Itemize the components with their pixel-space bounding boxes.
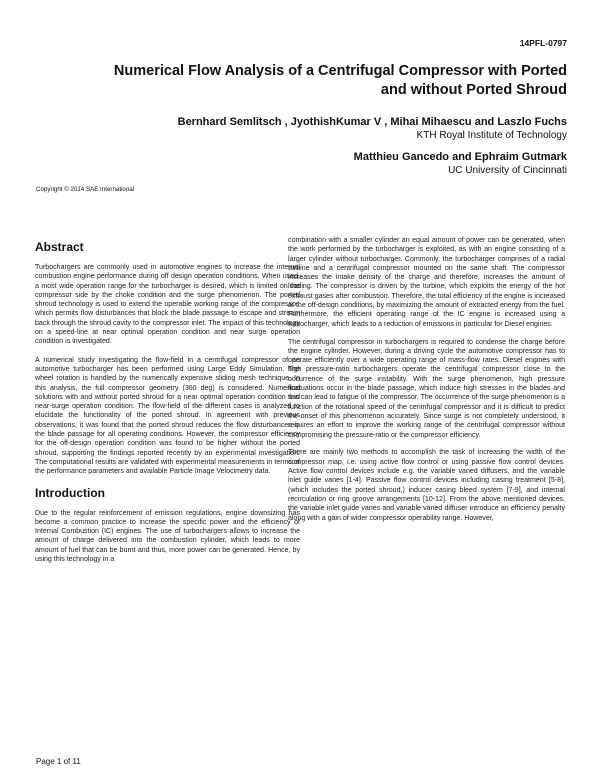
paper-title: Numerical Flow Analysis of a Centrifugal Compressor with Ported and without Ported Shroud [113, 63, 567, 98]
page-number: Page 1 of 11 [36, 757, 81, 766]
body-paragraph: The centrifugal compressor in turbochargers is required to condense the charge before the engine cylinder. However, during a driving cycle the automotive compressor has to operate efficiently over a wide operating range of mass-flow rates. Diesel engines with high pressure-ratio turbochargers operate the centrifugal compressor close to the occurrence of the surge instability. With the surge phenomenon, high pressure fluctuations occur in the blade passage, which induce high stresses in the blades and this can lead to fatigue of the compressor. The occurrence of the surge phenomenon is a function of the rotational speed of the centrifugal compressor and it is difficult to predict the onset of this phenomenon accurately. Since surge is not completely understood, it requires an effort to improve the working range of the centrifugal compressor without compromising the pressure-ratio or the compressor efficiency. [288, 338, 565, 439]
author-group-kth [67, 115, 567, 142]
introduction-heading: Introduction [35, 485, 105, 500]
abstract-paragraph: A numerical study investigating the flow-field in a centrifugal compressor of an automotive turbocharger has been performed using Large Eddy Simulation. The wheel rotation is handled by the numerically expensive sliding mesh technique. In this analysis, the full compressor geometry (360 deg) is considered. Numerical solutions with and without ported shroud for a near optimal operation condition and near-surge operation condition. The flow-field of the different cases is analyzed to elucidate the functionality of the ported shroud. In agreement with previous observations, it was found that the ported shroud reduces the flow disturbances in the blade passage for all operating conditions. However, the compressor efficiency for the off-design operation condition was found to be higher without the ported shroud, supporting the findings reported recently by an experimental investigation. The computational results are validated with experimental measurements in terms of the performance parameters and available Particle Image Velocimetry data. [35, 356, 300, 476]
author-institution: KTH Royal Institute of Technology [416, 130, 567, 141]
author-group-uc [167, 150, 567, 177]
author-names: Bernhard Semlitsch , JyothishKumar V , Mihai Mihaescu and Laszlo Fuchs [177, 116, 567, 128]
body-paragraph: There are mainly two methods to accomplish the task of increasing the width of the compressor map, i.e. using active flow control or using passive flow control devices. Active flow control devices include e.g. the variable vaned diffusers, and the variable inlet guide vanes [1-4]. Passive flow control devices including casing treatment [5-8], (which includes the ported shroud,) inducer casing bleed system [7-9], and internal recirculation or ring groove arrangements [10-12]. From the above mentioned devices, the variable inlet guide vanes and variable vaned diffuser introduce an efficiency penalty along with a gain of wider compressor operability range. However, [288, 449, 565, 522]
introduction-paragraph: Due to the regular reinforcement of emission regulations, engine downsizing has become a common practice to increase the specific power and the efficiency of Internal Combustion (IC) engines. The use of turbochargers allows to increase the amount of charge delivered into the combustion cylinder, which leads to more amount of fuel that can be burnt and thus, more power can be generated. Hence, by using this technology in a [35, 509, 300, 564]
author-institution: UC University of Cincinnati [448, 165, 567, 176]
left-column [35, 240, 300, 573]
copyright-notice: Copyright © 2014 SAE International [36, 186, 135, 193]
abstract-heading: Abstract [35, 240, 84, 254]
right-column [288, 236, 565, 531]
author-names: Matthieu Gancedo and Ephraim Gutmark [353, 151, 567, 163]
abstract-paragraph: Turbochargers are commonly used in automotive engines to increase the internal combustion engine performance during off design operation conditions. When used, a most wide operation range for the turbocharger is desired, which is limited on the compressor side by the choke condition and the surge phenomenon. The ported shroud technology is used to extend the operable working range of the compressor, which permits flow disturbances that block the blade passage to escape and stream back through the shroud cavity to the compressor inlet. The impact of this technology on a speed-line at near optimal operation condition and near surge operation condition is investigated. [35, 264, 300, 346]
paper-id: 14PFL-0797 [519, 38, 567, 48]
body-paragraph: combination with a smaller cylinder an equal amount of power can be generated, when the work performed by the turbocharger is exploited, as with an engine consisting of a larger cylinder without turbocharger. Commonly, the turbocharger comprises of a radial turbine and a centrifugal compressor mounted on the same shaft. The compressor increases the intake density of the charge and therefore, increases the amount of loading. The compressor is driven by the turbine, which exploits the energy of the hot exhaust gases after combustion. Therefore, the total efficiency of the engine is increased at the off-design conditions, by maximizing the amount of extracted energy from the fuel. Furthermore, the efficient operating range of the IC engine is increased using a turbocharger, which leads to a reduction of emissions in particular for Diesel engines. [288, 237, 565, 328]
